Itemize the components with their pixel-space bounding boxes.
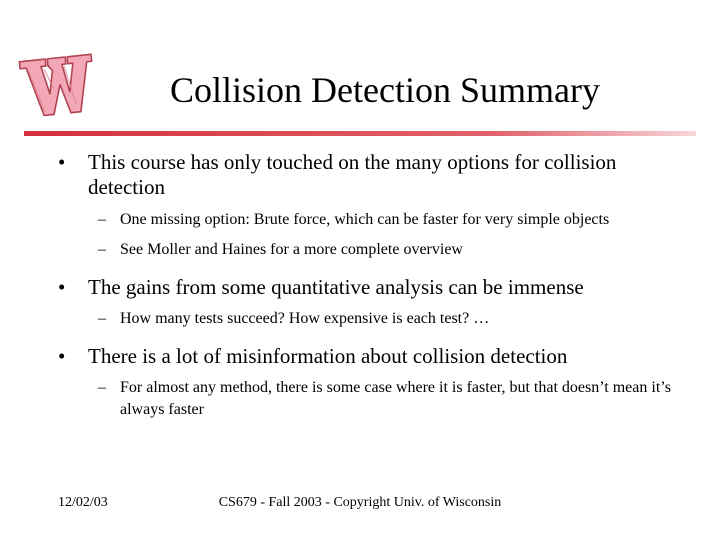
bullet-icon: •	[58, 275, 66, 299]
bullet-item	[58, 275, 678, 330]
dash-icon: –	[98, 310, 106, 327]
sub-bullet-text: One missing option: Brute force, which can be faster for very simple objects	[120, 211, 610, 228]
footer-copyright: CS679 - Fall 2003 - Copyright Univ. of Wisconsin	[218, 495, 502, 510]
bullet-item	[58, 150, 678, 261]
bullet-text: There is a lot of misinformation about collision detection	[88, 344, 568, 368]
sub-bullet-item	[98, 239, 678, 261]
sub-bullet-text: How many tests succeed? How expensive is each test? …	[120, 310, 490, 327]
bullet-item	[58, 344, 678, 421]
footer-date: 12/02/03	[58, 495, 108, 510]
slide-title: Collision Detection Summary	[170, 70, 600, 110]
slide-body	[58, 150, 678, 421]
bullet-text: This course has only touched on the many options for collision detection	[88, 150, 617, 199]
sub-bullet-item	[98, 308, 678, 330]
sub-bullet-text: For almost any method, there is some case where it is faster, but that doesn’t mean it’s always faster	[120, 379, 671, 418]
sub-bullet-item	[98, 377, 678, 421]
dash-icon: –	[98, 379, 106, 396]
sub-bullet-text: See Moller and Haines for a more complete overview	[120, 241, 463, 258]
sub-bullet-item	[98, 209, 678, 231]
title-divider	[24, 131, 696, 136]
bullet-text: The gains from some quantitative analysis can be immense	[88, 275, 584, 299]
wisconsin-w-logo-icon	[18, 48, 96, 122]
bullet-icon: •	[58, 344, 66, 368]
bullet-icon: •	[58, 150, 66, 174]
dash-icon: –	[98, 241, 106, 258]
dash-icon: –	[98, 211, 106, 228]
